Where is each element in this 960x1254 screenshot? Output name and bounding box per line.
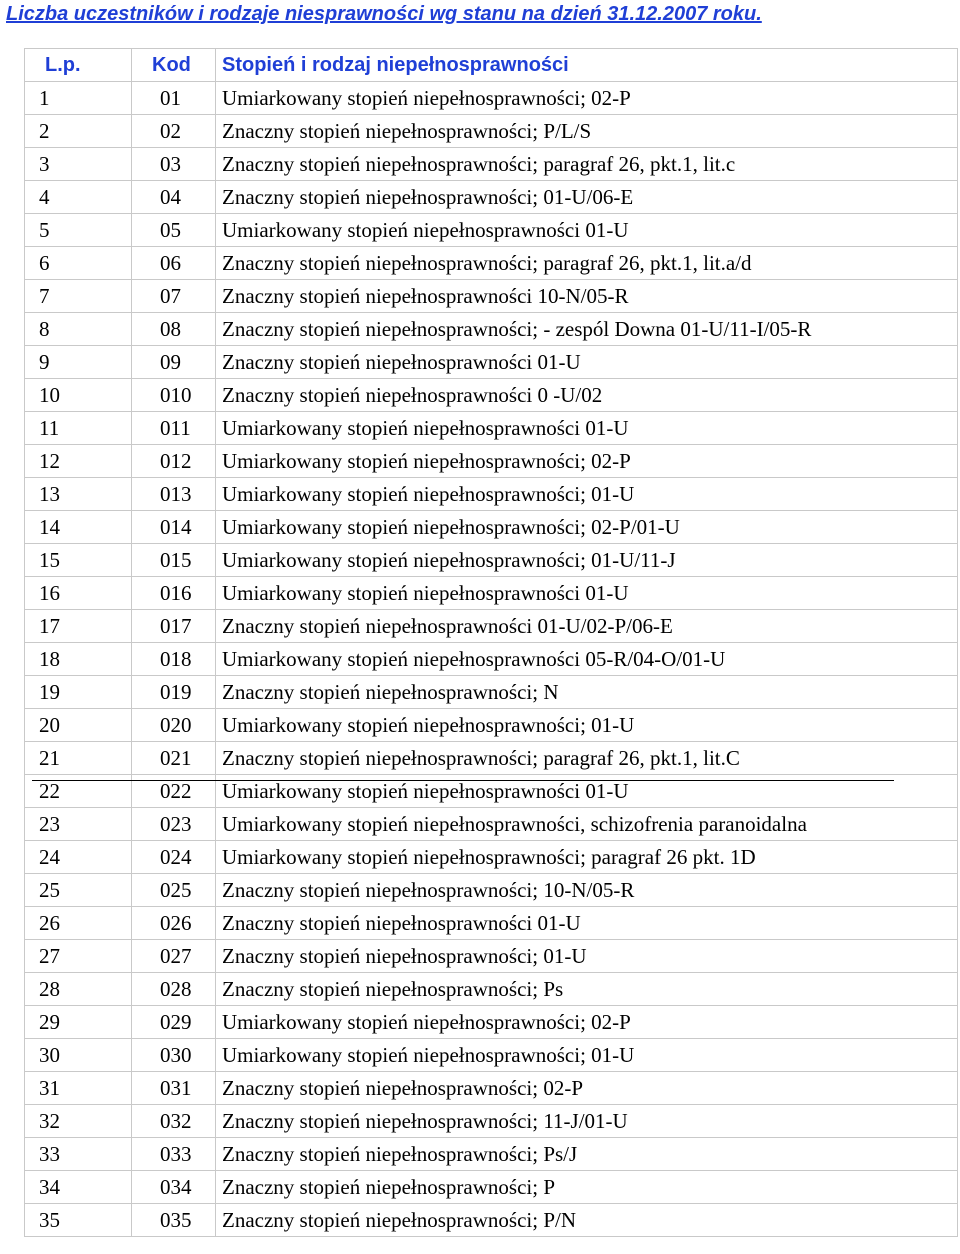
table-row [25,1204,958,1237]
cell-kod: 014 [132,511,216,544]
cell-lp: 16 [25,577,132,610]
table-row [25,181,958,214]
cell-lp: 29 [25,1006,132,1039]
table-row [25,907,958,940]
header-lp: L.p. [25,49,132,82]
cell-description: Umiarkowany stopień niepełnosprawności; 02-P/01-U [216,511,958,544]
cell-description: Znaczny stopień niepełnosprawności; 01-U [216,940,958,973]
cell-lp: 13 [25,478,132,511]
cell-lp: 9 [25,346,132,379]
table-row [25,412,958,445]
table-row [25,1171,958,1204]
cell-kod: 06 [132,247,216,280]
table-row [25,610,958,643]
cell-kod: 010 [132,379,216,412]
cell-lp: 26 [25,907,132,940]
cell-kod: 022 [132,775,216,808]
cell-description: Umiarkowany stopień niepełnosprawności; 01-U [216,709,958,742]
cell-kod: 015 [132,544,216,577]
cell-description: Znaczny stopień niepełnosprawności 10-N/05-R [216,280,958,313]
cell-kod: 012 [132,445,216,478]
cell-kod: 030 [132,1039,216,1072]
cell-lp: 25 [25,874,132,907]
cell-description: Znaczny stopień niepełnosprawności; P/L/S [216,115,958,148]
table-row [25,82,958,115]
cell-lp: 23 [25,808,132,841]
cell-description: Znaczny stopień niepełnosprawności; Ps/J [216,1138,958,1171]
table-row [25,676,958,709]
cell-kod: 028 [132,973,216,1006]
cell-lp: 2 [25,115,132,148]
cell-lp: 28 [25,973,132,1006]
cell-kod: 034 [132,1171,216,1204]
table-row [25,148,958,181]
cell-kod: 027 [132,940,216,973]
table-row [25,478,958,511]
cell-kod: 023 [132,808,216,841]
table-row [25,940,958,973]
cell-lp: 27 [25,940,132,973]
cell-lp: 35 [25,1204,132,1237]
cell-lp: 3 [25,148,132,181]
cell-kod: 01 [132,82,216,115]
cell-description: Umiarkowany stopień niepełnosprawności 01-U [216,214,958,247]
cell-kod: 018 [132,643,216,676]
cell-description: Umiarkowany stopień niepełnosprawności; paragraf 26 pkt. 1D [216,841,958,874]
cell-lp: 31 [25,1072,132,1105]
cell-description: Umiarkowany stopień niepełnosprawności; 01-U/11-J [216,544,958,577]
table-row [25,214,958,247]
table-row [25,808,958,841]
cell-kod: 07 [132,280,216,313]
cell-lp: 8 [25,313,132,346]
cell-lp: 30 [25,1039,132,1072]
table-row [25,577,958,610]
cell-kod: 02 [132,115,216,148]
cell-description: Znaczny stopień niepełnosprawności; 11-J/01-U [216,1105,958,1138]
cell-description: Umiarkowany stopień niepełnosprawności; 02-P [216,445,958,478]
cell-lp: 22 [25,775,132,808]
table-row [25,280,958,313]
cell-description: Znaczny stopień niepełnosprawności; 10-N/05-R [216,874,958,907]
table-row [25,841,958,874]
table-row [25,1105,958,1138]
table-row [25,643,958,676]
cell-description: Znaczny stopień niepełnosprawności; paragraf 26, pkt.1, lit.a/d [216,247,958,280]
cell-kod: 04 [132,181,216,214]
cell-kod: 013 [132,478,216,511]
cell-kod: 017 [132,610,216,643]
cell-description: Znaczny stopień niepełnosprawności; P [216,1171,958,1204]
cell-lp: 5 [25,214,132,247]
cell-description: Znaczny stopień niepełnosprawności; - zespól Downa 01-U/11-I/05-R [216,313,958,346]
cell-description: Umiarkowany stopień niepełnosprawności; 01-U [216,1039,958,1072]
table-row [25,1072,958,1105]
cell-description: Znaczny stopień niepełnosprawności; 02-P [216,1072,958,1105]
table-row [25,709,958,742]
cell-lp: 20 [25,709,132,742]
cell-lp: 34 [25,1171,132,1204]
cell-description: Umiarkowany stopień niepełnosprawności 01-U [216,577,958,610]
cell-lp: 14 [25,511,132,544]
table-row [25,544,958,577]
cell-kod: 011 [132,412,216,445]
page-title: Liczba uczestników i rodzaje niesprawności wg stanu na dzień 31.12.2007 roku. [6,3,762,25]
cell-kod: 019 [132,676,216,709]
row-21-underline [32,780,894,781]
cell-lp: 18 [25,643,132,676]
cell-lp: 15 [25,544,132,577]
header-kod: Kod [132,49,216,82]
cell-lp: 12 [25,445,132,478]
cell-description: Umiarkowany stopień niepełnosprawności, schizofrenia paranoidalna [216,808,958,841]
cell-description: Znaczny stopień niepełnosprawności; 01-U/06-E [216,181,958,214]
cell-lp: 1 [25,82,132,115]
cell-description: Umiarkowany stopień niepełnosprawności 05-R/04-O/01-U [216,643,958,676]
disability-table [24,48,958,1237]
header-stopien: Stopień i rodzaj niepełnosprawności [216,49,958,82]
table-row [25,247,958,280]
cell-description: Znaczny stopień niepełnosprawności; paragraf 26, pkt.1, lit.c [216,148,958,181]
cell-kod: 03 [132,148,216,181]
cell-lp: 21 [25,742,132,775]
cell-kod: 05 [132,214,216,247]
cell-lp: 33 [25,1138,132,1171]
cell-lp: 7 [25,280,132,313]
table-row [25,973,958,1006]
cell-kod: 08 [132,313,216,346]
cell-description: Umiarkowany stopień niepełnosprawności 01-U [216,775,958,808]
cell-lp: 10 [25,379,132,412]
table-row [25,115,958,148]
cell-description: Znaczny stopień niepełnosprawności; P/N [216,1204,958,1237]
cell-lp: 6 [25,247,132,280]
cell-lp: 24 [25,841,132,874]
cell-lp: 4 [25,181,132,214]
table-header-row [25,49,958,82]
cell-kod: 033 [132,1138,216,1171]
cell-kod: 020 [132,709,216,742]
cell-kod: 025 [132,874,216,907]
cell-kod: 024 [132,841,216,874]
cell-lp: 32 [25,1105,132,1138]
table-row [25,379,958,412]
table-row [25,313,958,346]
cell-description: Znaczny stopień niepełnosprawności 01-U [216,907,958,940]
table-row [25,742,958,775]
table-row [25,1138,958,1171]
cell-description: Znaczny stopień niepełnosprawności; Ps [216,973,958,1006]
cell-kod: 035 [132,1204,216,1237]
cell-lp: 17 [25,610,132,643]
cell-kod: 016 [132,577,216,610]
table-row [25,346,958,379]
cell-description: Znaczny stopień niepełnosprawności 01-U [216,346,958,379]
table-row [25,511,958,544]
cell-lp: 11 [25,412,132,445]
table-row [25,1006,958,1039]
table-row [25,1039,958,1072]
cell-lp: 19 [25,676,132,709]
cell-description: Umiarkowany stopień niepełnosprawności; 02-P [216,82,958,115]
cell-kod: 029 [132,1006,216,1039]
cell-kod: 032 [132,1105,216,1138]
table-row [25,445,958,478]
cell-description: Umiarkowany stopień niepełnosprawności; 02-P [216,1006,958,1039]
cell-kod: 09 [132,346,216,379]
table-row [25,874,958,907]
table-body [25,82,958,1237]
cell-description: Umiarkowany stopień niepełnosprawności 01-U [216,412,958,445]
cell-description: Znaczny stopień niepełnosprawności 0 -U/02 [216,379,958,412]
cell-kod: 021 [132,742,216,775]
cell-kod: 031 [132,1072,216,1105]
cell-description: Umiarkowany stopień niepełnosprawności; 01-U [216,478,958,511]
cell-kod: 026 [132,907,216,940]
cell-description: Znaczny stopień niepełnosprawności; N [216,676,958,709]
cell-description: Znaczny stopień niepełnosprawności; paragraf 26, pkt.1, lit.C [216,742,958,775]
cell-description: Znaczny stopień niepełnosprawności 01-U/02-P/06-E [216,610,958,643]
